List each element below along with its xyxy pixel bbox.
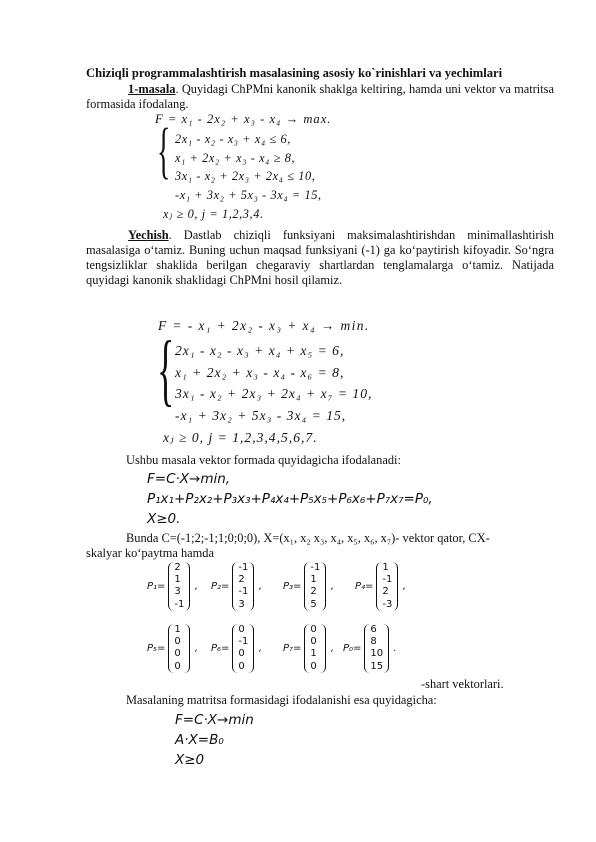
system1-brace: { <box>157 117 171 185</box>
constraint-row: 3x₁ - x₂ + 2x₃ + 2x₄ ≤ 10, <box>175 169 316 183</box>
system2-brace: { <box>157 326 175 414</box>
column-vector-P7: P₇= 0 0 1 0 , <box>283 624 334 672</box>
column-vector-P5: P₅= 1 0 0 0 , <box>147 624 198 672</box>
vector-form-line: P₁x₁+P₂x₂+P₃x₃+P₄x₄+P₅x₅+P₆x₆+P₇x₇=P₀, <box>147 491 433 507</box>
objective-max: F = x₁ - 2x₂ + x₃ - x₄ → max. <box>155 112 332 126</box>
constraint-row: -x₁ + 3x₂ + 5x₃ - 3x₄ = 15, <box>175 407 347 423</box>
solution-paragraph <box>86 228 554 288</box>
vectors-suffix: -shart vektorlari. <box>421 677 504 691</box>
matrix-form-line: A·X=B₀ <box>175 732 224 748</box>
problem-statement <box>86 82 554 112</box>
problem-text: . Quyidagi ChPMni kanonik shaklga keltiring, hamda uni vektor va matritsa formasida ifodalang. <box>86 82 554 111</box>
constraint-row: x₁ + 2x₂ + x₃ - x₄ - x₆ = 8, <box>175 364 345 380</box>
matrix-intro: Masalaning matritsa formasidagi ifodalanishi esa quyidagicha: <box>126 693 437 707</box>
matrix-form <box>175 710 254 770</box>
matrix-form-line: F=C·X→min <box>175 712 254 728</box>
column-vector-P2: P₂= -1 2 -1 3 , <box>211 562 262 610</box>
solution-label: Yechish <box>128 228 169 242</box>
column-vector-P1: P₁= 2 1 3 -1 , <box>147 562 198 610</box>
section-title: Chiziqli programmalashtirish masalasining asosiy ko`rinishlari va yechimlari <box>86 66 503 80</box>
nonnegativity-1: xⱼ ≥ 0, j = 1,2,3,4. <box>163 207 264 221</box>
definitions-line-2: skalyar ko‘paytma hamda <box>86 546 214 560</box>
definitions-line-1: Bunda C=(-1;2;-1;1;0;0;0), X=(x₁, x₂ x₃, x₄, x₅, x₆, x₇)- vektor qator, CX- <box>126 531 490 545</box>
objective-min: F = - x₁ + 2x₂ - x₃ + x₄ → min. <box>158 318 370 333</box>
constraints-system-1 <box>175 130 322 204</box>
column-vector-P3: P₃= -1 1 2 5 , <box>283 562 334 610</box>
nonnegativity-2: xⱼ ≥ 0, j = 1,2,3,4,5,6,7. <box>163 430 318 445</box>
vector-form-line: F=C·X→min, <box>147 471 231 487</box>
vector-intro: Ushbu masala vektor formada quyidagicha ifodalanadi: <box>126 453 401 467</box>
constraint-row: 3x₁ - x₂ + 2x₃ + 2x₄ + x₇ = 10, <box>175 386 373 401</box>
vector-form <box>147 469 433 529</box>
vector-form-line: X≥0. <box>147 511 181 527</box>
matrix-form-line: X≥0 <box>175 752 205 768</box>
solution-text: . Dastlab chiziqli funksiyani maksimalashtirishdan minimallashtirish masalasiga o‘tamiz. Buning uchun maqsad funksiyani (-1) ga ko‘paytirish kifoyadir. So‘ngra tengsizliklar shaklida berilgan chegaraviy shartlardan tenglamalarga o‘tamiz. Natijada quyidagi kanonik shaklidagi ChPMni hosil qilamiz. <box>86 228 554 287</box>
column-vector-P0: P₀= 6 8 10 15 . <box>343 624 397 672</box>
column-vector-P6: P₆= 0 -1 0 0 , <box>211 624 262 672</box>
column-vector-P4: P₄= 1 -1 2 -3 , <box>355 562 406 610</box>
problem-label: 1-masala <box>128 82 176 96</box>
constraint-row: 2x₁ - x₂ - x₃ + x₄ ≤ 6, <box>175 132 291 146</box>
constraints-system-2 <box>175 340 372 426</box>
constraint-row: 2x₁ - x₂ - x₃ + x₄ + x₅ = 6, <box>175 343 345 358</box>
constraint-row: -x₁ + 3x₂ + 5x₃ - 3x₄ = 15, <box>175 187 322 202</box>
constraint-row: x₁ + 2x₂ + x₃ - x₄ ≥ 8, <box>175 150 296 165</box>
